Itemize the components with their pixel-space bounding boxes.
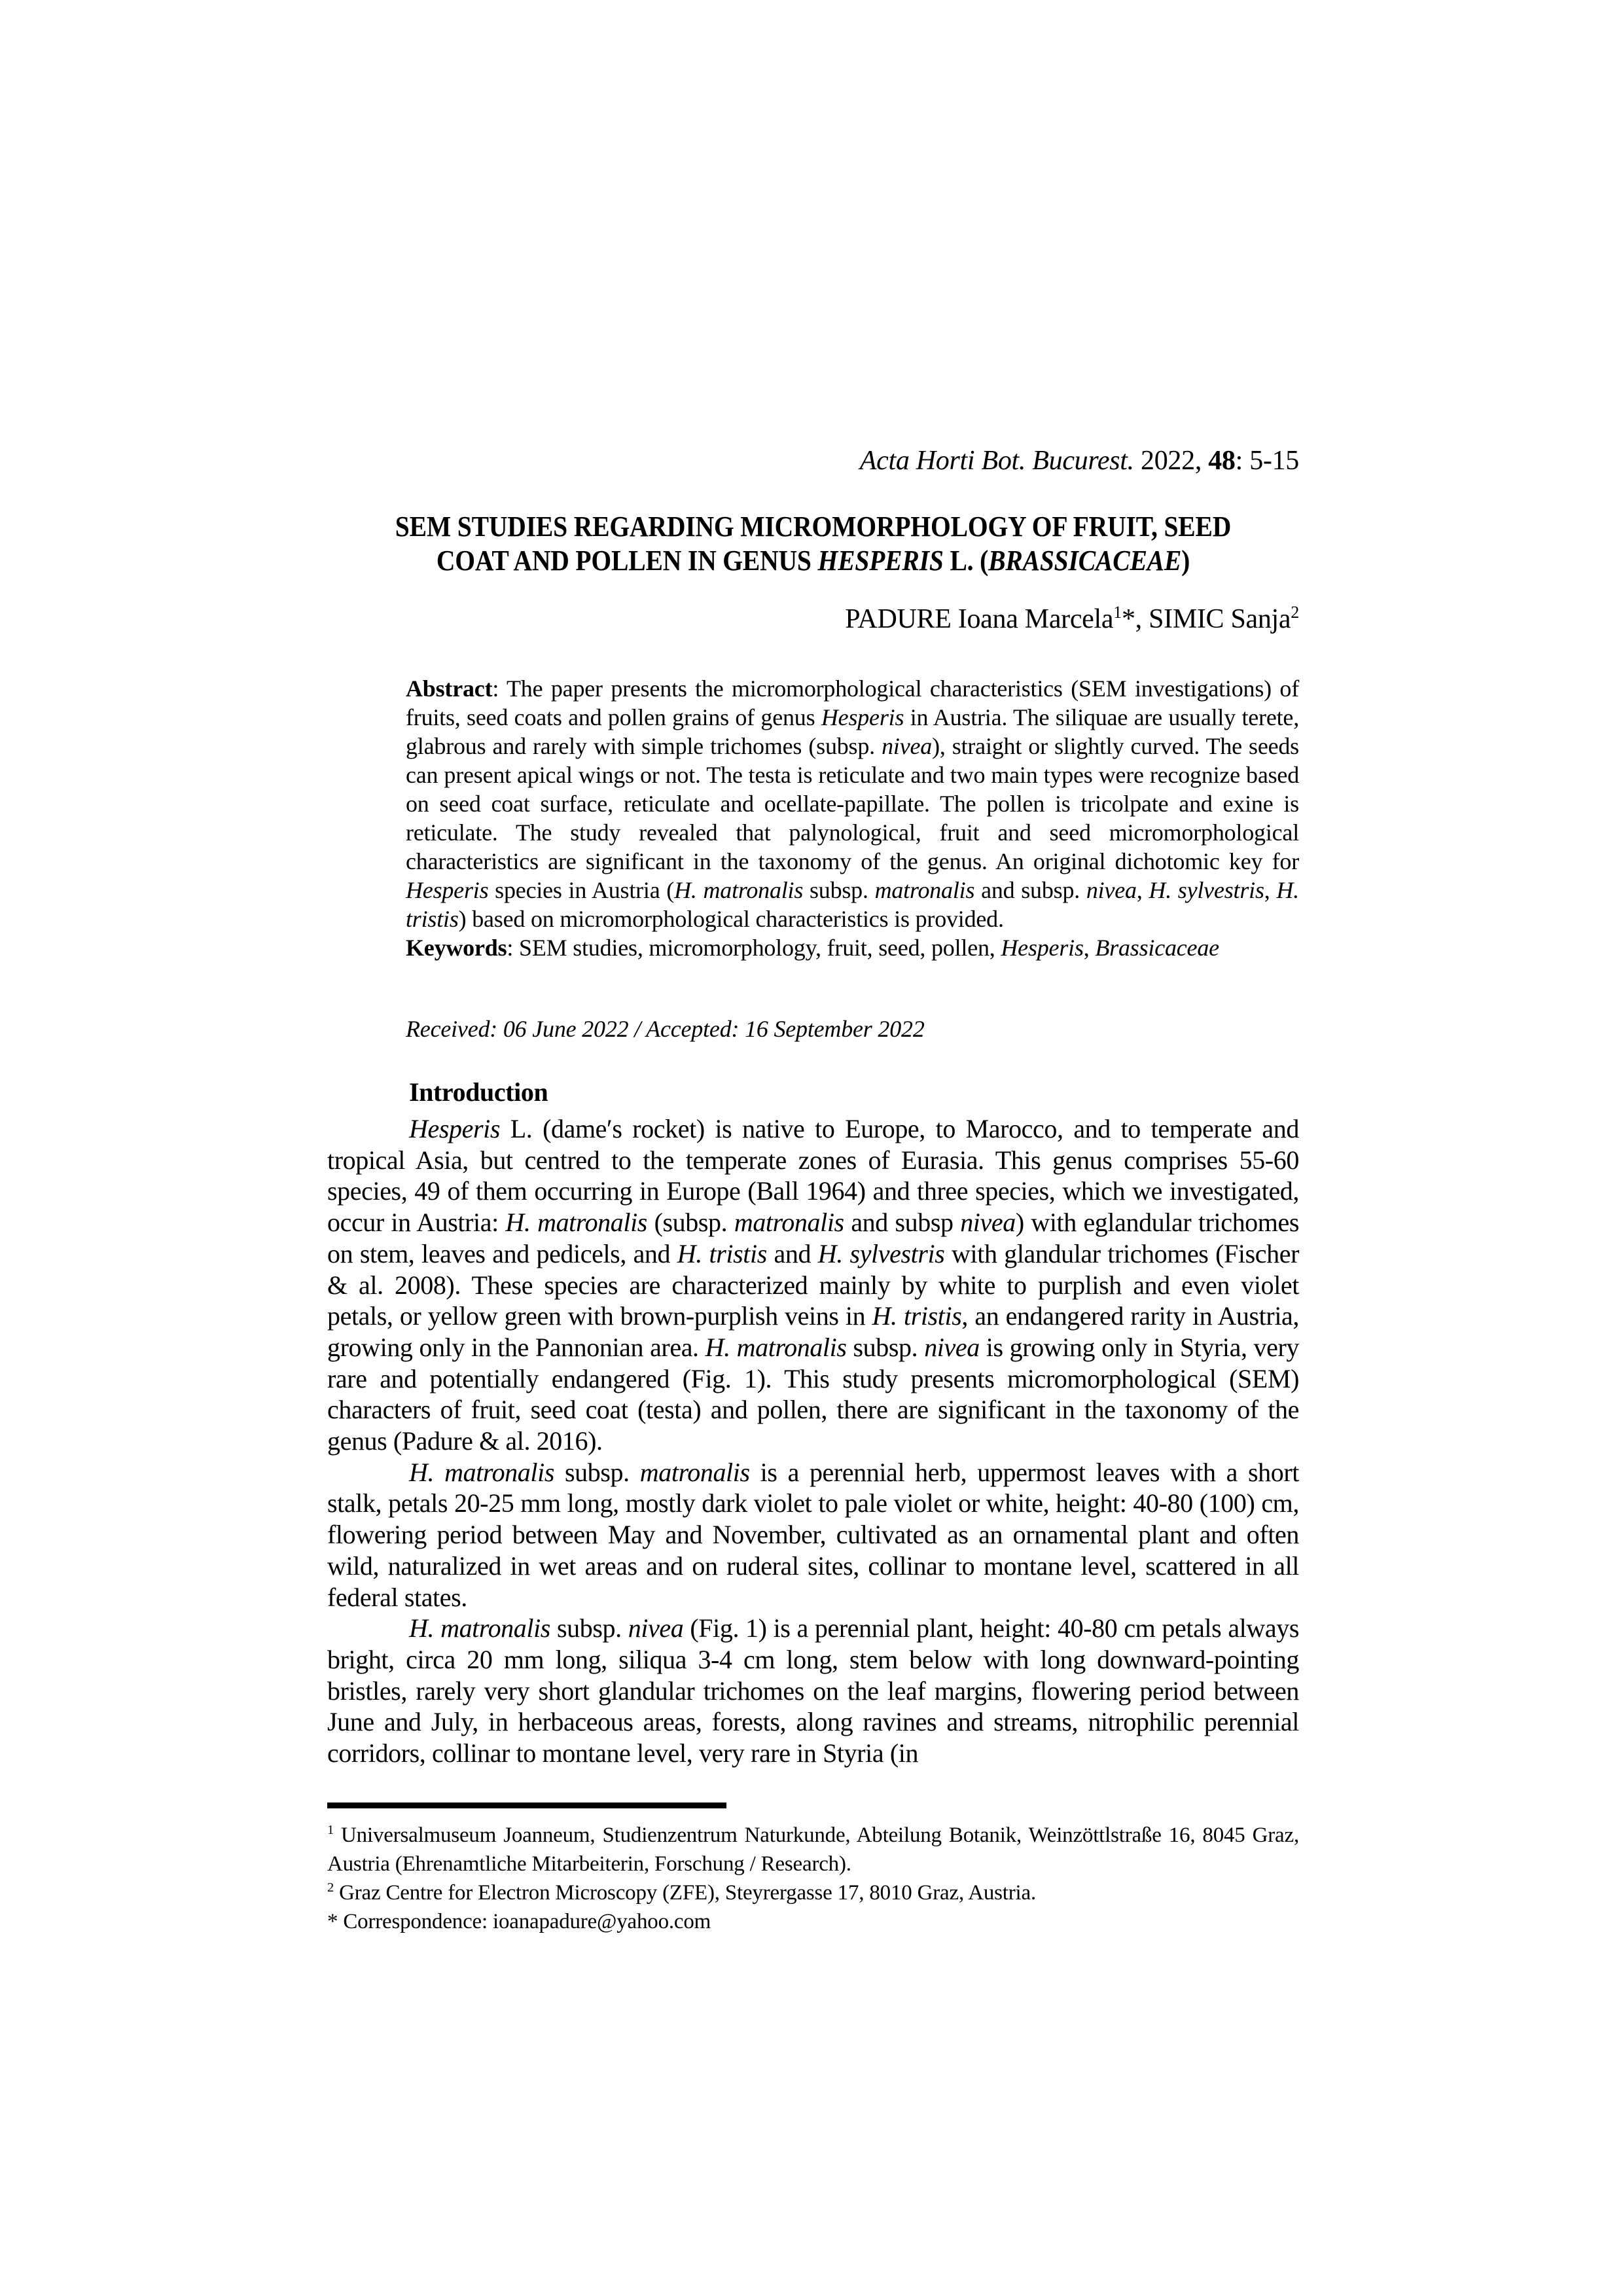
intro-paragraph-3: H. matronalis subsp. nivea (Fig. 1) is a perennial plant, height: 40-80 cm petals always bright, circa 20 mm long, siliqua 3-4 cm long, stem below with long downward-pointing bristles, rarely very short glandular trichomes on the leaf margins, flowering period between June and July, in herbaceous areas, forests, along ravines and streams, nitrophilic perennial corridors, collinar to montane level, very rare in Styria (in	[327, 1613, 1299, 1768]
authors-line: PADURE Ioana Marcela$^1$*, SIMIC Sanja$^2$	[845, 603, 1299, 634]
footnote-affiliation-1: $^1$ Universalmuseum Joanneum, Studienzentrum Naturkunde, Abteilung Botanik, Weinzöttlstraße 16, 8045 Graz, Austria (Ehrenamtliche Mitarbeiterin, Forschung / Research).	[327, 1823, 1299, 1876]
journal-header-line: Acta Horti Bot. Bucurest. 2022, 48: 5-15	[859, 446, 1299, 476]
received-accepted-line: Received: 06 June 2022 / Accepted: 16 September 2022	[406, 1016, 925, 1042]
intro-paragraph-2: H. matronalis subsp. matronalis is a perennial herb, uppermost leaves with a short stalk, petals 20-25 mm long, mostly dark violet to pale violet or white, height: 40-80 (100) cm, flowering period between May and November, cultivated as an ornamental plant and often wild, naturalized in wet areas and on ruderal sites, collinar to montane level, scattered in all federal states.	[327, 1457, 1300, 1612]
footnote-correspondence: * Correspondence: ioanapadure@yahoo.com	[327, 1910, 711, 1933]
keywords-line: Keywords: SEM studies, micromorphology, fruit, seed, pollen, Hesperis, Brassicaceae	[406, 935, 1219, 961]
paper-title: SEM STUDIES REGARDING MICROMORPHOLOGY OF FRUIT, SEED COAT AND POLLEN IN GENUS HESPERIS L. (BRASSICACEAE)	[395, 511, 1232, 577]
introduction-heading: Introduction	[409, 1077, 548, 1107]
footnote-affiliation-2: $^2$ Graz Centre for Electron Microscopy (ZFE), Steyrergasse 17, 8010 Graz, Austria.	[327, 1880, 1037, 1905]
footnote-separator-rule	[327, 1803, 726, 1808]
abstract-section	[406, 674, 1299, 962]
intro-paragraph-1: Hesperis L. (dame′s rocket) is native to Europe, to Marocco, and to temperate and tropical Asia, but centred to the temperate zones of Eurasia. This genus comprises 55-60 species, 49 of them occurring in Europe (Ball 1964) and three species, which we investigated, occur in Austria: H. matronalis (subsp. matronalis and subsp nivea) with eglandular trichomes on stem, leaves and pedicels, and H. tristis and H. sylvestris with glandular trichomes (Fischer & al. 2008). These species are characterized mainly by white to purplish and even violet petals, or yellow green with brown-purplish veins in H. tristis, an endangered rarity in Austria, growing only in the Pannonian area. H. matronalis subsp. nivea is growing only in Styria, very rare and potentially endangered (Fig. 1). This study presents micromorphological (SEM) characters of fruit, seed coat (testa) and pollen, there are significant in the taxonomy of the genus (Padure & al. 2016).	[327, 1114, 1300, 1456]
introduction-section	[327, 1077, 1299, 1769]
abstract-paragraph: Abstract: The paper presents the micromorphological characteristics (SEM investigations) of fruits, seed coats and pollen grains of genus Hesperis in Austria. The siliquae are usually terete, glabrous and rarely with simple trichomes (subsp. nivea), straight or slightly curved. The seeds can present apical wings or not. The testa is reticulate and two main types were recognize based on seed coat surface, reticulate and ocellate-papillate. The pollen is tricolpate and exine is reticulate. The study revealed that palynological, fruit and seed micromorphological characteristics are significant in the taxonomy of the genus. An original dichotomic key for Hesperis species in Austria (H. matronalis subsp. matronalis and subsp. nivea, H. sylvestris, H. tristis) based on micromorphological characteristics is provided.	[406, 675, 1299, 932]
footnotes-section	[327, 1821, 1299, 1936]
